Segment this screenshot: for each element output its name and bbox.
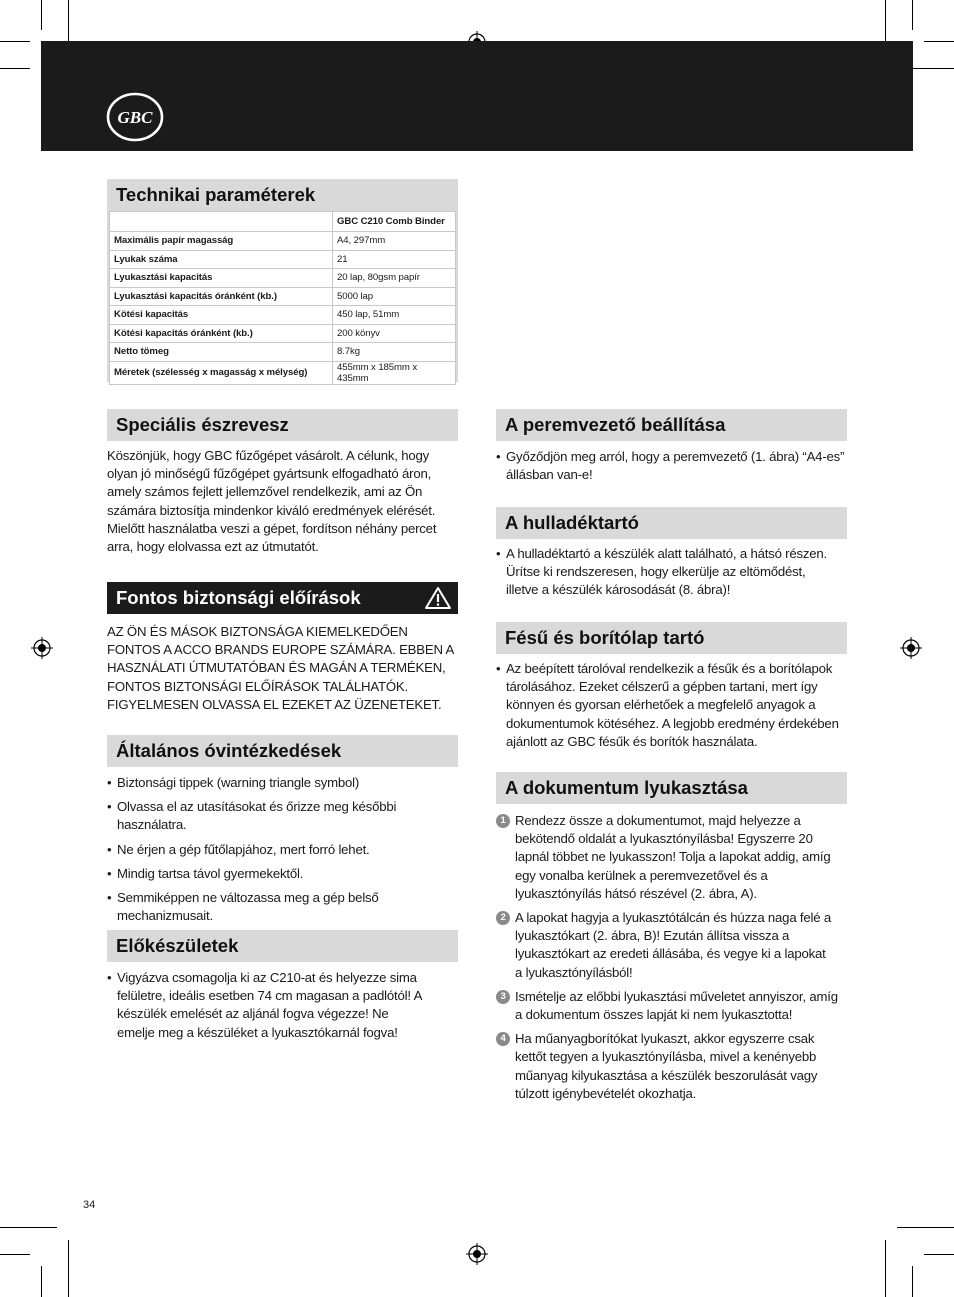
table-row: Netto tömeg 8.7kg — [110, 343, 456, 362]
crop-mark — [885, 1240, 886, 1297]
list-item: • Mindig tartsa távol gyermekektől. — [107, 865, 462, 883]
table-row: Lyukasztási kapacitás óránként (kb.) 5000 lap — [110, 287, 456, 306]
registration-mark-icon — [31, 637, 53, 659]
crop-mark — [0, 1227, 57, 1228]
crop-mark — [0, 1254, 30, 1255]
list-item: • Ne érjen a gép fűtőlapjához, mert forró lehet. — [107, 841, 462, 859]
crop-mark — [68, 1240, 69, 1297]
waste-heading: A hulladéktartó — [496, 507, 847, 539]
punching-steps — [496, 812, 847, 1109]
header-band — [41, 41, 913, 151]
table-header-row — [110, 212, 456, 232]
list-item: • Semmiképpen ne változassa meg a gép belső mechanizmusait. — [107, 889, 462, 925]
crop-mark — [897, 1227, 954, 1228]
step-number-badge: 1 — [496, 814, 510, 828]
crop-mark — [0, 68, 30, 69]
model-name: GBC C210 Comb Binder — [333, 212, 456, 232]
registration-mark-icon — [466, 1243, 488, 1265]
list-item: • Biztonsági tippek (warning triangle symbol) — [107, 774, 462, 792]
step-number-badge: 2 — [496, 911, 510, 925]
spec-title: Technikai paraméterek — [116, 184, 316, 205]
table-row: Kötési kapacitás óránként (kb.) 200 könyv — [110, 324, 456, 343]
crop-mark — [912, 1266, 913, 1297]
comb-holder-list — [496, 660, 841, 751]
crop-mark — [0, 41, 30, 42]
prep-heading: Előkészületek — [107, 930, 458, 962]
crop-mark — [912, 0, 913, 30]
list-item: 2 A lapokat hagyja a lyukasztótálcán és húzza naga felé a lyukasztókart (2. ábra, B)! Ezután állítsa vissza a lyukasztókart az eredeti állásába, és vegye ki a lapokat a lyukasztónyílásból! — [496, 909, 847, 982]
list-item: 1 Rendezz össze a dokumentumot, majd helyezze a bekötendő oldalát a lyukasztónyílásba! Egyszerre 20 lapnál többet ne lyukasszon! Tolja a lapokat addig, amíg egy vonalba kerülnek a peremvezetővel és a lyukasztónyílás hátsó részével (2. ábra, A). — [496, 812, 847, 903]
margin-guide-list — [496, 448, 847, 484]
general-heading: Általános óvintézkedések — [107, 735, 458, 767]
crop-mark — [924, 41, 954, 42]
step-number-badge: 3 — [496, 990, 510, 1004]
waste-list — [496, 545, 841, 600]
table-row: Méretek (szélesség x magasság x mélység) 455mm x 185mm x 435mm — [110, 361, 456, 384]
margin-guide-heading: A peremvezető beállítása — [496, 409, 847, 441]
svg-text:GBC: GBC — [117, 108, 153, 127]
safety-text: AZ ÖN ÉS MÁSOK BIZTONSÁGA KIEMELKEDŐEN FONTOS A ACCO BRANDS EUROPE SZÁMÁRA. EBBEN A HASZNÁLATI ÚTMUTATÓBAN ÉS MAGÁN A TERMÉKEN, FONTOS BIZTONSÁGI ELŐÍRÁSOK TALÁLHATÓK. FIGYELMESEN OLVASSA EL EZEKET AZ ÜZENETEKET. — [107, 624, 454, 712]
special-text: Köszönjük, hogy GBC fűzőgépet vásárolt. A célunk, hogy olyan jó minőségű fűzőgépet gyártsunk elfogadható áron, amely számos fejlett jellemzővel rendelkezik, ami az Ön számára biztosítja mindenkor kiváló eredmények elérését. Mielőtt használatba veszi a gépet, fordítson néhány percet arra, hogy elolvassa ezt az útmutatót. — [107, 448, 437, 555]
punching-heading: A dokumentum lyukasztása — [496, 772, 847, 804]
list-item: 3 Ismételje az előbbi lyukasztási műveletet annyiszor, amíg a dokumentum összes lapját ki nem lyukasztotta! — [496, 988, 847, 1024]
gbc-logo — [106, 92, 164, 142]
list-item: • Az beépített tárolóval rendelkezik a fésűk és a borítólapok tárolásához. Ezeket célszerű a gépben tartani, mert így könnyen és gyorsan elérhetőek a megfelelő anyagok a dokumentumok kötéséhez. A legjobb eredmény érdekében ajánlott az GBC fésűk és borítók használata. — [496, 660, 841, 751]
list-item: 4 Ha műanyagborítókat lyukaszt, akkor egyszerre csak kettőt tegyen a lyukasztónyílásba, mivel a kenényebb műanyag kilyukasztása a készülék beszorulását vagy túlzott igénybevételét okozhatja. — [496, 1030, 847, 1103]
registration-mark-icon — [900, 637, 922, 659]
step-number-badge: 4 — [496, 1032, 510, 1046]
special-heading: Speciális észrevesz — [107, 409, 458, 441]
spec-table-panel — [107, 179, 458, 382]
warning-triangle-icon — [424, 586, 452, 610]
list-item: • Olvassa el az utasításokat és őrizze meg későbbi használatra. — [107, 798, 462, 834]
table-row: Kötési kapacitás 450 lap, 51mm — [110, 306, 456, 325]
list-item: • Vigyázva csomagolja ki az C210-at és helyezze sima felületre, ideális esetben 74 cm magasan a padlótól! A készülék emelését az aljánál fogva végezze! Ne emelje meg a készüléket a lyukasztókarnál fogva! — [107, 969, 427, 1042]
table-row: Maximális papír magasság A4, 297mm — [110, 232, 456, 251]
crop-mark — [41, 0, 42, 30]
table-row: Lyukasztási kapacitás 20 lap, 80gsm papír — [110, 269, 456, 288]
prep-list — [107, 969, 427, 1042]
safety-heading: Fontos biztonsági előírások — [107, 582, 458, 614]
crop-mark — [924, 1254, 954, 1255]
crop-mark — [41, 1266, 42, 1297]
page-number: 34 — [83, 1199, 96, 1211]
general-list — [107, 774, 462, 931]
list-item: • A hulladéktartó a készülék alatt található, a hátsó részen. Ürítse ki rendszeresen, hogy elkerülje az eltömődést, illetve a készülék károsodását (8. ábra)! — [496, 545, 841, 600]
table-row: Lyukak száma 21 — [110, 250, 456, 269]
spec-table — [109, 211, 456, 385]
comb-holder-heading: Fésű és borítólap tartó — [496, 622, 847, 654]
list-item: • Győződjön meg arról, hogy a peremvezető (1. ábra) “A4-es” állásban van-e! — [496, 448, 847, 484]
